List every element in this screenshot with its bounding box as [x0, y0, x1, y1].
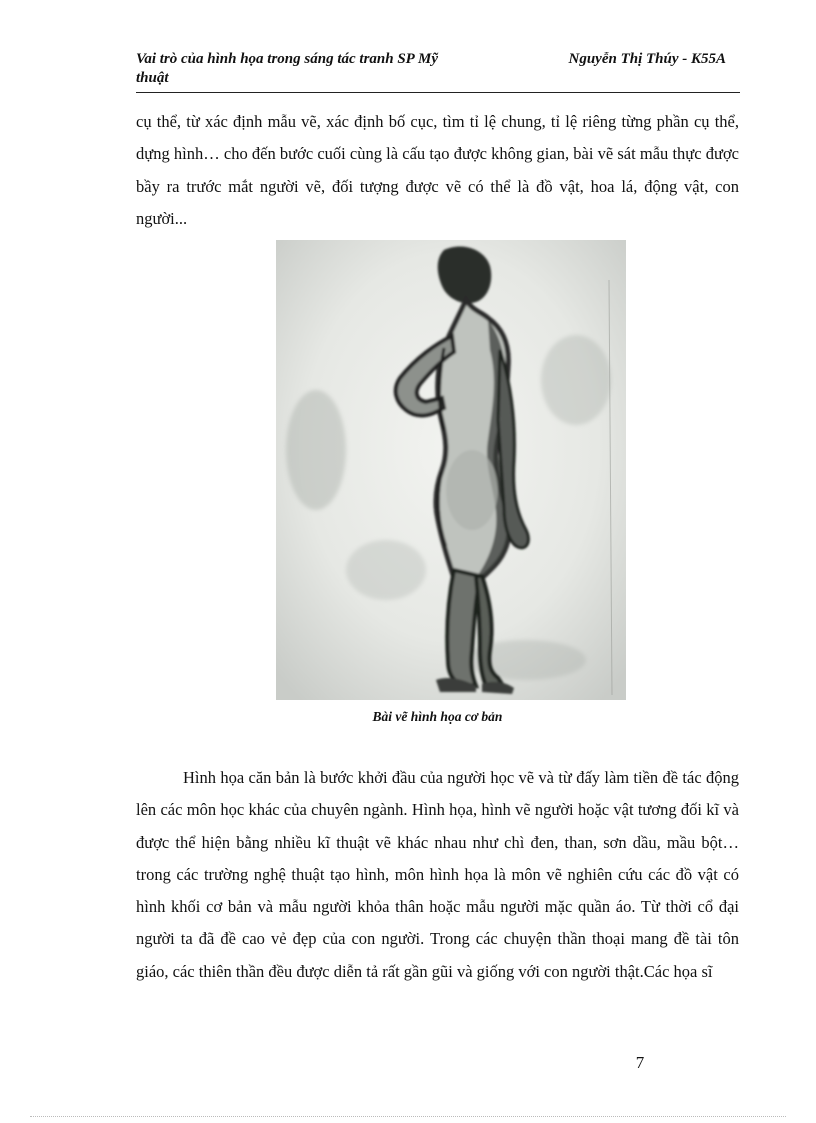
- figure-sketch-image: [276, 240, 626, 700]
- body-paragraph-1: cụ thể, từ xác định mẫu vẽ, xác định bố cục, tìm tỉ lệ chung, tỉ lệ riêng từng phần cụ thể, dựng hình… cho đến bước cuối cùng là cấu tạo được không gian, bài vẽ sát mẫu thực được bầy ra trước mắt người vẽ, đối tượng được vẽ có thể là đồ vật, hoa lá, động vật, con người...: [136, 112, 739, 228]
- figure-drawing: [276, 240, 626, 700]
- header-author: Nguyễn Thị Thúy - K55A: [568, 51, 726, 67]
- page-number: 7: [635, 1053, 645, 1072]
- header-title: Vai trò của hình họa trong sáng tác tranh SP Mỹ thuật: [136, 51, 439, 86]
- page-header: [136, 50, 740, 93]
- footer-dotted-rule: [30, 1116, 786, 1117]
- figure-caption: Bài vẽ hình họa cơ bản: [372, 709, 503, 724]
- body-paragraph-2: Hình họa căn bản là bước khởi đầu của người học vẽ và từ đấy làm tiền đề tác động lên các môn học khác của chuyên ngành. Hình họa, hình vẽ người hoặc vật tương đối kĩ và được thể hiện bằng nhiều kĩ thuật vẽ khác nhau như chì đen, than, sơn dầu, mầu bột… trong các trường nghệ thuật tạo hình, môn hình họa là môn vẽ nghiên cứu các đồ vật có hình khối cơ bản và mẫu người khỏa thân hoặc mẫu người mặc quần áo. Từ thời cổ đại người ta đã đề cao vẻ đẹp của con người. Trong các chuyện thần thoại mang đề tài tôn giáo, các thiên thần đều được diễn tả rất gần gũi và giống với con người thật.Các họa sĩ: [136, 768, 739, 981]
